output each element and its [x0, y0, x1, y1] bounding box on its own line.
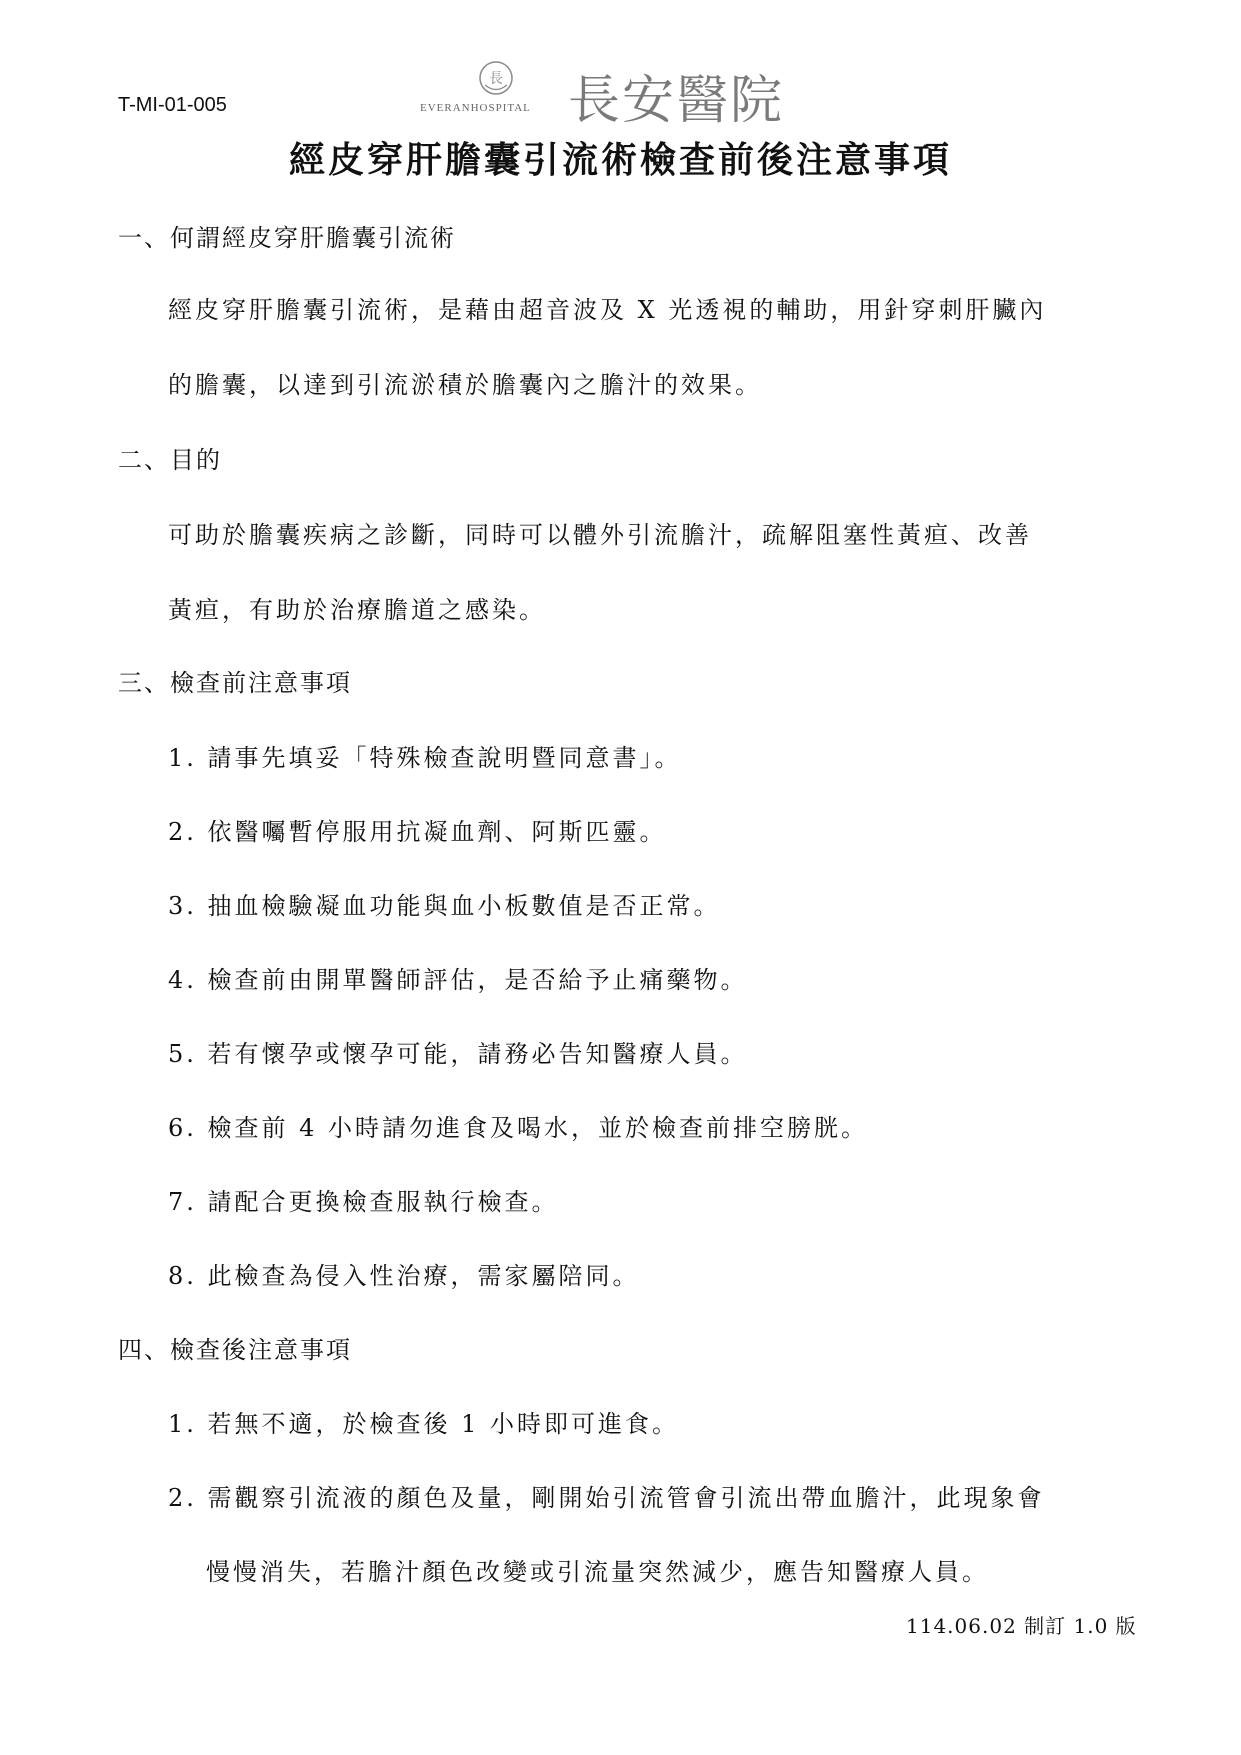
section-heading-2: 二、目的	[118, 446, 222, 474]
section-heading-3: 三、檢查前注意事項	[118, 669, 352, 697]
list-item: 2. 依醫囑暫停服用抗凝血劑、阿斯匹靈。	[168, 818, 667, 846]
section-1-paragraph-line-1: 經皮穿肝膽囊引流術，是藉由超音波及 X 光透視的輔助，用針穿刺肝臟內	[168, 296, 1047, 324]
list-item: 2. 需觀察引流液的顏色及量，剛開始引流管會引流出帶血膽汁，此現象會	[168, 1484, 1045, 1512]
section-heading-1: 一、何謂經皮穿肝膽囊引流術	[118, 224, 456, 252]
page-title: 經皮穿肝膽囊引流術檢查前後注意事項	[288, 140, 952, 181]
version-note: 114.06.02 制訂 1.0 版	[906, 1614, 1137, 1638]
section-heading-4: 四、檢查後注意事項	[118, 1336, 352, 1364]
list-item-continuation: 慢慢消失，若膽汁顏色改變或引流量突然減少，應告知醫療人員。	[206, 1558, 989, 1586]
section-2-paragraph-line-2: 黃疸，有助於治療膽道之感染。	[168, 596, 546, 624]
list-item: 1. 請事先填妥「特殊檢查說明暨同意書」。	[168, 744, 682, 772]
section-2-paragraph-line-1: 可助於膽囊疾病之診斷，同時可以體外引流膽汁，疏解阻塞性黃疸、改善	[168, 521, 1032, 549]
logo-chinese-text: 長安醫院	[568, 71, 785, 131]
logo-english-text: EVERANHOSPITAL	[420, 102, 531, 114]
list-item: 8. 此檢查為侵入性治療，需家屬陪同。	[168, 1262, 640, 1290]
document-id: T-MI-01-005	[118, 94, 227, 116]
list-item: 4. 檢查前由開單醫師評估，是否給予止痛藥物。	[168, 966, 748, 994]
list-item: 1. 若無不適，於檢查後 1 小時即可進食。	[168, 1410, 680, 1438]
list-item: 5. 若有懷孕或懷孕可能，請務必告知醫療人員。	[168, 1040, 748, 1068]
list-item: 7. 請配合更換檢查服執行檢查。	[168, 1188, 559, 1216]
emblem-letter: 長	[489, 71, 503, 87]
list-item: 6. 檢查前 4 小時請勿進食及喝水，並於檢查前排空膀胱。	[168, 1114, 869, 1142]
hospital-emblem-icon	[476, 58, 516, 98]
list-item: 3. 抽血檢驗凝血功能與血小板數值是否正常。	[168, 892, 721, 920]
section-1-paragraph-line-2: 的膽囊，以達到引流淤積於膽囊內之膽汁的效果。	[168, 371, 762, 399]
